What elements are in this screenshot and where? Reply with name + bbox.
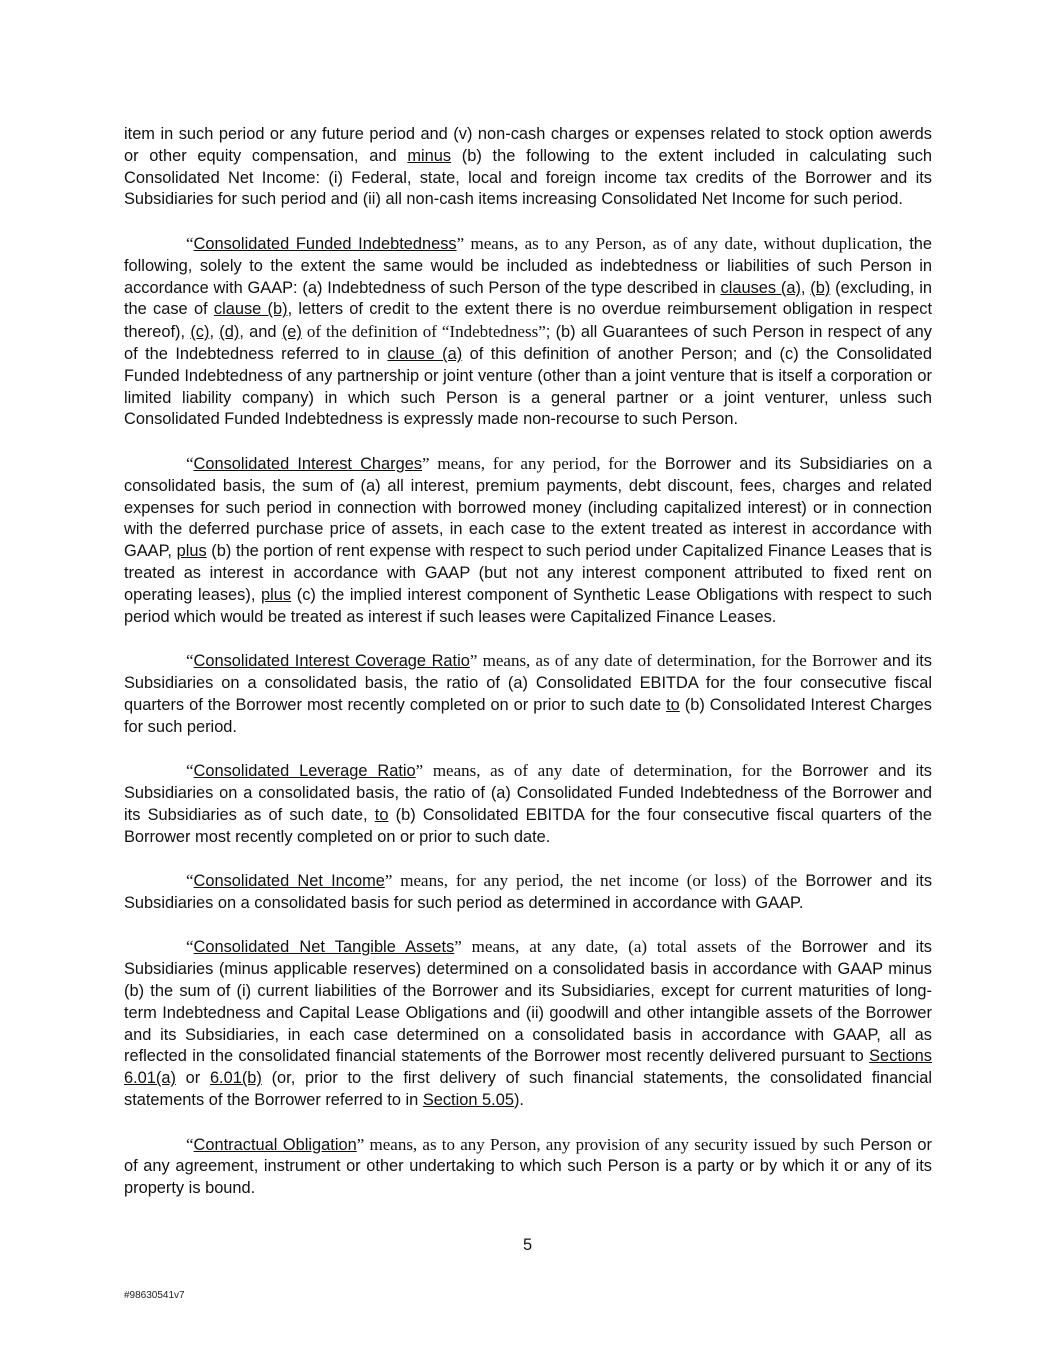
cross-reference: Section 5.05 (422, 1091, 514, 1110)
definition-consolidated-funded-indebtedness: “Consolidated Funded Indebtedness” means, as to any Person, as of any date, without duplication, the following, solely to the extent the same would be included as indebtedness or liabilities of such Person in accordance with GAAP: (a) Indebtedness of such Person of the type described in clauses (a), (b) (excluding, in the case of clause (b), letters of credit to the extent there is no overdue reimbursement obligation in respect thereof), (c), (d), and (e) of the definition of “Indebtedness”; (b) all Guarantees of such Person in respect of any of the Indebtedness referred to in clause (a) of this definition of another Person; and (c) the Consolidated Funded Indebtedness of any partnership or joint venture (other than a joint venture that is itself a corporation or limited liability company) in which such Person is a general partner or a joint venturer, unless such Consolidated Funded Indebtedness is expressly made non-recourse to such Person. (124, 233, 933, 429)
paragraph-continuation: item in such period or any future period and (v) non-cash charges or expenses related to stock option awerds or other equity compensation, and minus (b) the following to the extent included in calculating such Consolidated Net Income: (i) Federal, state, local and foreign income tax credits of the Borrower and its Subsidiaries for such period and (ii) all non-cash items increasing Consolidated Net Income for such period. (124, 125, 933, 209)
cross-reference: (b) (810, 278, 831, 297)
cross-reference: (c) (190, 323, 210, 342)
defined-term: Consolidated Funded Indebtedness (193, 234, 457, 253)
cross-reference: (e) (281, 323, 302, 342)
defined-term: Consolidated Leverage Ratio (193, 762, 416, 781)
underlined-term: to (374, 805, 389, 824)
defined-term: Consolidated Net Tangible Assets (193, 938, 455, 957)
document-body (124, 124, 932, 1200)
definition-consolidated-net-tangible-assets: “Consolidated Net Tangible Assets” means, at any date, (a) total assets of the Borrower and its Subsidiaries (minus applicable reserves) determined on a consolidated basis in accordance with GAAP minus (b) the sum of (i) current liabilities of the Borrower and its Subsidiaries, except for current maturities of long-term Indebtedness and Capital Lease Obligations and (ii) goodwill and other intangible assets of the Borrower and its Subsidiaries, in each case determined on a consolidated basis in accordance with GAAP, all as reflected in the consolidated financial statements of the Borrower most recently delivered pursuant to Sections 6.01(a) or 6.01(b) (or, prior to the first delivery of such financial statements, the consolidated financial statements of the Borrower referred to in Section 5.05). (124, 937, 932, 1110)
page-number: 5 (522, 1236, 533, 1254)
cross-reference: clause (b) (213, 300, 288, 319)
cross-reference: 6.01(b) (209, 1069, 262, 1088)
underlined-term: to (666, 695, 680, 714)
cross-reference: clauses (a) (720, 278, 801, 297)
underlined-term: minus (407, 146, 452, 165)
defined-term: Consolidated Interest Coverage Ratio (193, 652, 470, 671)
cross-reference: clause (a) (387, 344, 463, 363)
defined-term: Contractual Obligation (193, 1135, 357, 1154)
definition-consolidated-interest-charges: “Consolidated Interest Charges” means, for any period, for the Borrower and its Subsidiaries on a consolidated basis, the sum of (a) all interest, premium payments, debt discount, fees, charges and related expenses for such period in connection with borrowed money (including capitalized interest) or in connection with the deferred purchase price of assets, in each case to the extent treated as interest in accordance with GAAP, plus (b) the portion of rent expense with respect to such period under Capitalized Finance Leases that is treated as interest in accordance with GAAP (but not any interest component attributed to fixed rent on operating leases), plus (c) the implied interest component of Synthetic Lease Obligations with respect to such period which would be treated as interest if such leases were Capitalized Finance Leases. (124, 453, 932, 626)
document-id: #98630541v7 (124, 1290, 185, 1301)
definition-contractual-obligation: “Contractual Obligation” means, as to any Person, any provision of any security issued by such Person or of any agreement, instrument or other undertaking to which such Person is a party or by which it or any of its property is bound. (124, 1134, 932, 1198)
definition-consolidated-interest-coverage-ratio: “Consolidated Interest Coverage Ratio” means, as of any date of determination, for the Borrower and its Subsidiaries on a consolidated basis, the ratio of (a) Consolidated EBITDA for the four consecutive fiscal quarters of the Borrower most recently completed on or prior to such date to (b) Consolidated Interest Charges for such period. (124, 651, 932, 736)
cross-reference: (d) (219, 323, 240, 342)
defined-term: Consolidated Net Income (193, 872, 385, 891)
underlined-term: plus (261, 585, 292, 604)
cross-reference: Sections 6.01(a) (124, 1047, 932, 1088)
definition-consolidated-net-income: “Consolidated Net Income” means, for any period, the net income (or loss) of the Borrower and its Subsidiaries on a consolidated basis for such period as determined in accordance with GAAP. (124, 871, 933, 912)
underlined-term: plus (176, 542, 207, 561)
definition-consolidated-leverage-ratio: “Consolidated Leverage Ratio” means, as of any date of determination, for the Borrower and its Subsidiaries on a consolidated basis, the ratio of (a) Consolidated Funded Indebtedness of the Borrower and its Subsidiaries as of such date, to (b) Consolidated EBITDA for the four consecutive fiscal quarters of the Borrower most recently completed on or prior to such date. (124, 761, 932, 846)
defined-term: Consolidated Interest Charges (193, 454, 423, 473)
